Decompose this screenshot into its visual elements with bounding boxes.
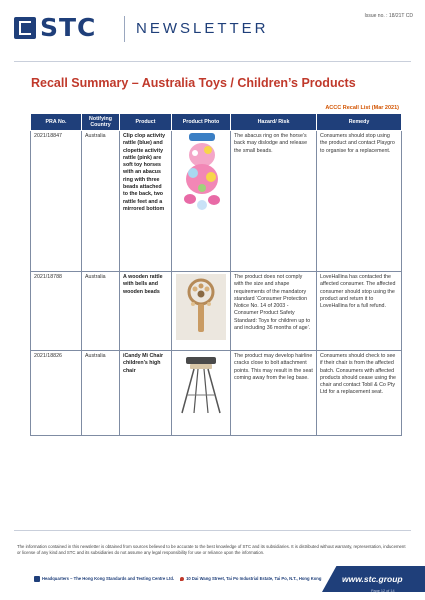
header-rule: [14, 61, 411, 62]
headquarters-label: Headquarters – The Hong Kong Standards and Testing Centre Ltd.: [42, 576, 175, 582]
header-remedy: Remedy: [317, 114, 402, 131]
brand-name: STC: [40, 13, 97, 42]
remedy: LoveHallina has contacted the affected consumer. The affected consumer should stop using the product and return it to LoveHallina for a full refund.: [317, 272, 402, 351]
header-hazard: Hazard/ Risk: [231, 114, 317, 131]
table-row: [31, 272, 402, 351]
location-pin-icon: [180, 577, 184, 581]
product-photo: [172, 351, 231, 436]
newsletter-header: [0, 0, 425, 62]
hazard-risk: The product does not comply with the size and shape requirements of the mandatory standard ‘Consumer Protection Notice No. 14 of 2003 - Consumer Product Safety Standard: Toys for children up to and including 36 months of age’.: [231, 272, 317, 351]
product-photo: [172, 131, 231, 272]
notifying-country: Australia: [82, 272, 120, 351]
table-header-row: [31, 114, 402, 131]
pra-number: 2021/18826: [31, 351, 82, 436]
notifying-country: Australia: [82, 351, 120, 436]
remedy: Consumers should stop using the product and contact Playgro to organise for a replacement.: [317, 131, 402, 272]
address-text: 10 Dai Wang Street, Tai Po Industrial Estate, Tai Po, N.T., Hong Kong: [186, 576, 322, 582]
hazard-risk: The abacus ring on the horse’s back may dislodge and release the small beads.: [231, 131, 317, 272]
product-description: Clip clop activity rattle (blue) and clopette activity rattle (pink) are soft toy horses with an abacus ring with three beads attached to the back, two rattle feet and a mirrored bottom: [120, 131, 172, 272]
product-description: iCandy Mi Chair children’s high chair: [120, 351, 172, 436]
header-divider: [124, 16, 125, 42]
recall-list-subtitle: ACCC Recall List (Mar 2021): [325, 105, 399, 111]
product-photo: [172, 272, 231, 351]
pra-number: 2021/18788: [31, 272, 82, 351]
building-icon: [34, 576, 40, 582]
recall-table: [30, 113, 402, 436]
page-title: Recall Summary – Australia Toys / Children’s Products: [31, 76, 356, 90]
hazard-risk: The product may develop hairline cracks close to bolt attachment points. This may result in the seat coming away from the leg base.: [231, 351, 317, 436]
footer-rule: [14, 530, 411, 531]
newsletter-label: NEWSLETTER: [136, 20, 269, 37]
notifying-country: Australia: [82, 131, 120, 272]
product-description: A wooden rattle with bells and wooden beads: [120, 272, 172, 351]
website-link[interactable]: www.stc.group: [342, 574, 403, 584]
header-country: Notifying Country: [82, 114, 120, 131]
table-row: [31, 131, 402, 272]
pra-number: 2021/18847: [31, 131, 82, 272]
header-product: Product: [120, 114, 172, 131]
remedy: Consumers should check to see if their chair is from the affected batch. Consumers with affected products should cease using the chair and contact Tobil & Co Pty Ltd for a replacement seat.: [317, 351, 402, 436]
wooden-rattle-image: [176, 274, 226, 340]
header-photo: Product Photo: [172, 114, 231, 131]
header-pra-no: PRA No.: [31, 114, 82, 131]
stc-logo-icon: [14, 17, 36, 39]
disclaimer-text: The information contained in this newsletter is obtained from sources believed to be accurate to the best knowledge of STC and its subsidiaries. It is distributed without warranty, representation, inducement or license of any kind and STC and its subsidiaries do not assume any legal responsibility for use or reliance upon the information.: [17, 544, 406, 555]
high-chair-image: [176, 353, 226, 415]
rattle-toy-image: [175, 133, 229, 213]
page-number: Page 12 of 14: [371, 589, 395, 593]
issue-number: Issue no. : 18/21T CD: [364, 13, 413, 19]
stc-logo: [14, 13, 97, 42]
table-row: [31, 351, 402, 436]
footer-address: [34, 576, 321, 582]
